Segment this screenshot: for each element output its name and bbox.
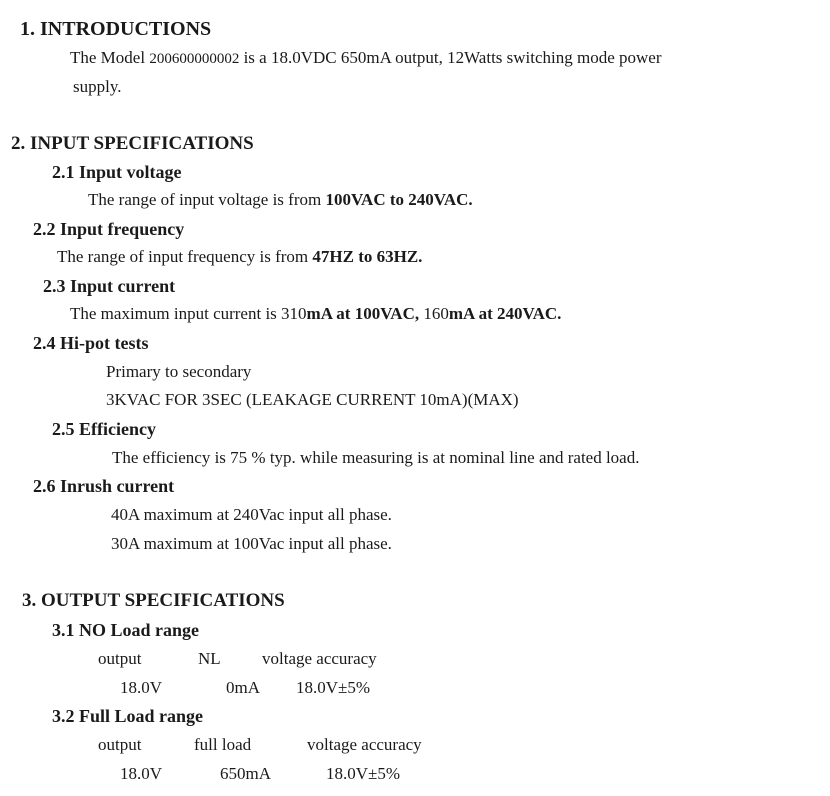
noload-header-nl: NL [198,649,221,668]
section-2-heading: 2. INPUT SPECIFICATIONS [11,133,254,154]
inrush-line-1: 40A maximum at 240Vac input all phase. [111,505,392,524]
input-current-desc: The maximum input current is 310 [70,304,307,323]
noload-value-accuracy: 18.0V±5% [296,678,371,697]
subsection-2-6-title: 2.6 Inrush current [33,476,175,496]
fullload-value-output: 18.0V [120,764,163,783]
input-voltage-range: 100VAC to 240VAC. [325,190,473,209]
noload-value-load: 0mA [226,678,260,697]
input-voltage-desc: The range of input voltage is from [88,190,326,209]
input-frequency-desc: The range of input frequency is from [57,247,313,266]
subsection-2-3-title: 2.3 Input current [43,276,176,296]
fullload-header-load: full load [194,735,252,754]
input-frequency-text [57,247,422,267]
input-current-240vac: mA at 240VAC. [448,304,562,323]
input-current-100vac: mA at 100VAC, [306,304,420,323]
intro-paragraph-line-2: supply. [73,77,122,96]
inrush-line-2: 30A maximum at 100Vac input all phase. [111,534,392,553]
efficiency-text: The efficiency is 75 % typ. while measuring is at nominal line and rated load. [112,448,640,467]
input-current-text [70,304,561,324]
fullload-header-output: output [98,735,142,754]
intro-paragraph-line-1 [70,48,662,68]
fullload-header-accuracy: voltage accuracy [307,735,422,754]
input-current-160: 160 [419,304,449,323]
intro-text-pre: The Model [70,48,150,67]
section-3-heading: 3. OUTPUT SPECIFICATIONS [22,590,285,611]
input-frequency-range: 47HZ to 63HZ. [312,247,423,266]
fullload-value-accuracy: 18.0V±5% [326,764,401,783]
subsection-2-4-title: 2.4 Hi-pot tests [33,333,149,353]
subsection-2-2-title: 2.2 Input frequency [33,219,185,239]
fullload-value-load: 650mA [220,764,271,783]
noload-value-output: 18.0V [120,678,163,697]
subsection-3-2-title: 3.2 Full Load range [52,706,204,726]
section-1-heading: 1. INTRODUCTIONS [20,18,212,40]
hipot-line-2: 3KVAC FOR 3SEC (LEAKAGE CURRENT 10mA)(MAX) [106,390,519,409]
noload-header-accuracy: voltage accuracy [262,649,377,668]
hipot-line-1: Primary to secondary [106,362,252,381]
noload-header-output: output [98,649,142,668]
model-number: 200600000002 [149,51,240,67]
intro-text-post: is a 18.0VDC 650mA output, 12Watts switching mode power [239,48,662,67]
subsection-2-5-title: 2.5 Efficiency [52,419,156,439]
input-voltage-text [88,190,473,210]
subsection-3-1-title: 3.1 NO Load range [52,620,200,640]
subsection-2-1-title: 2.1 Input voltage [52,162,182,182]
